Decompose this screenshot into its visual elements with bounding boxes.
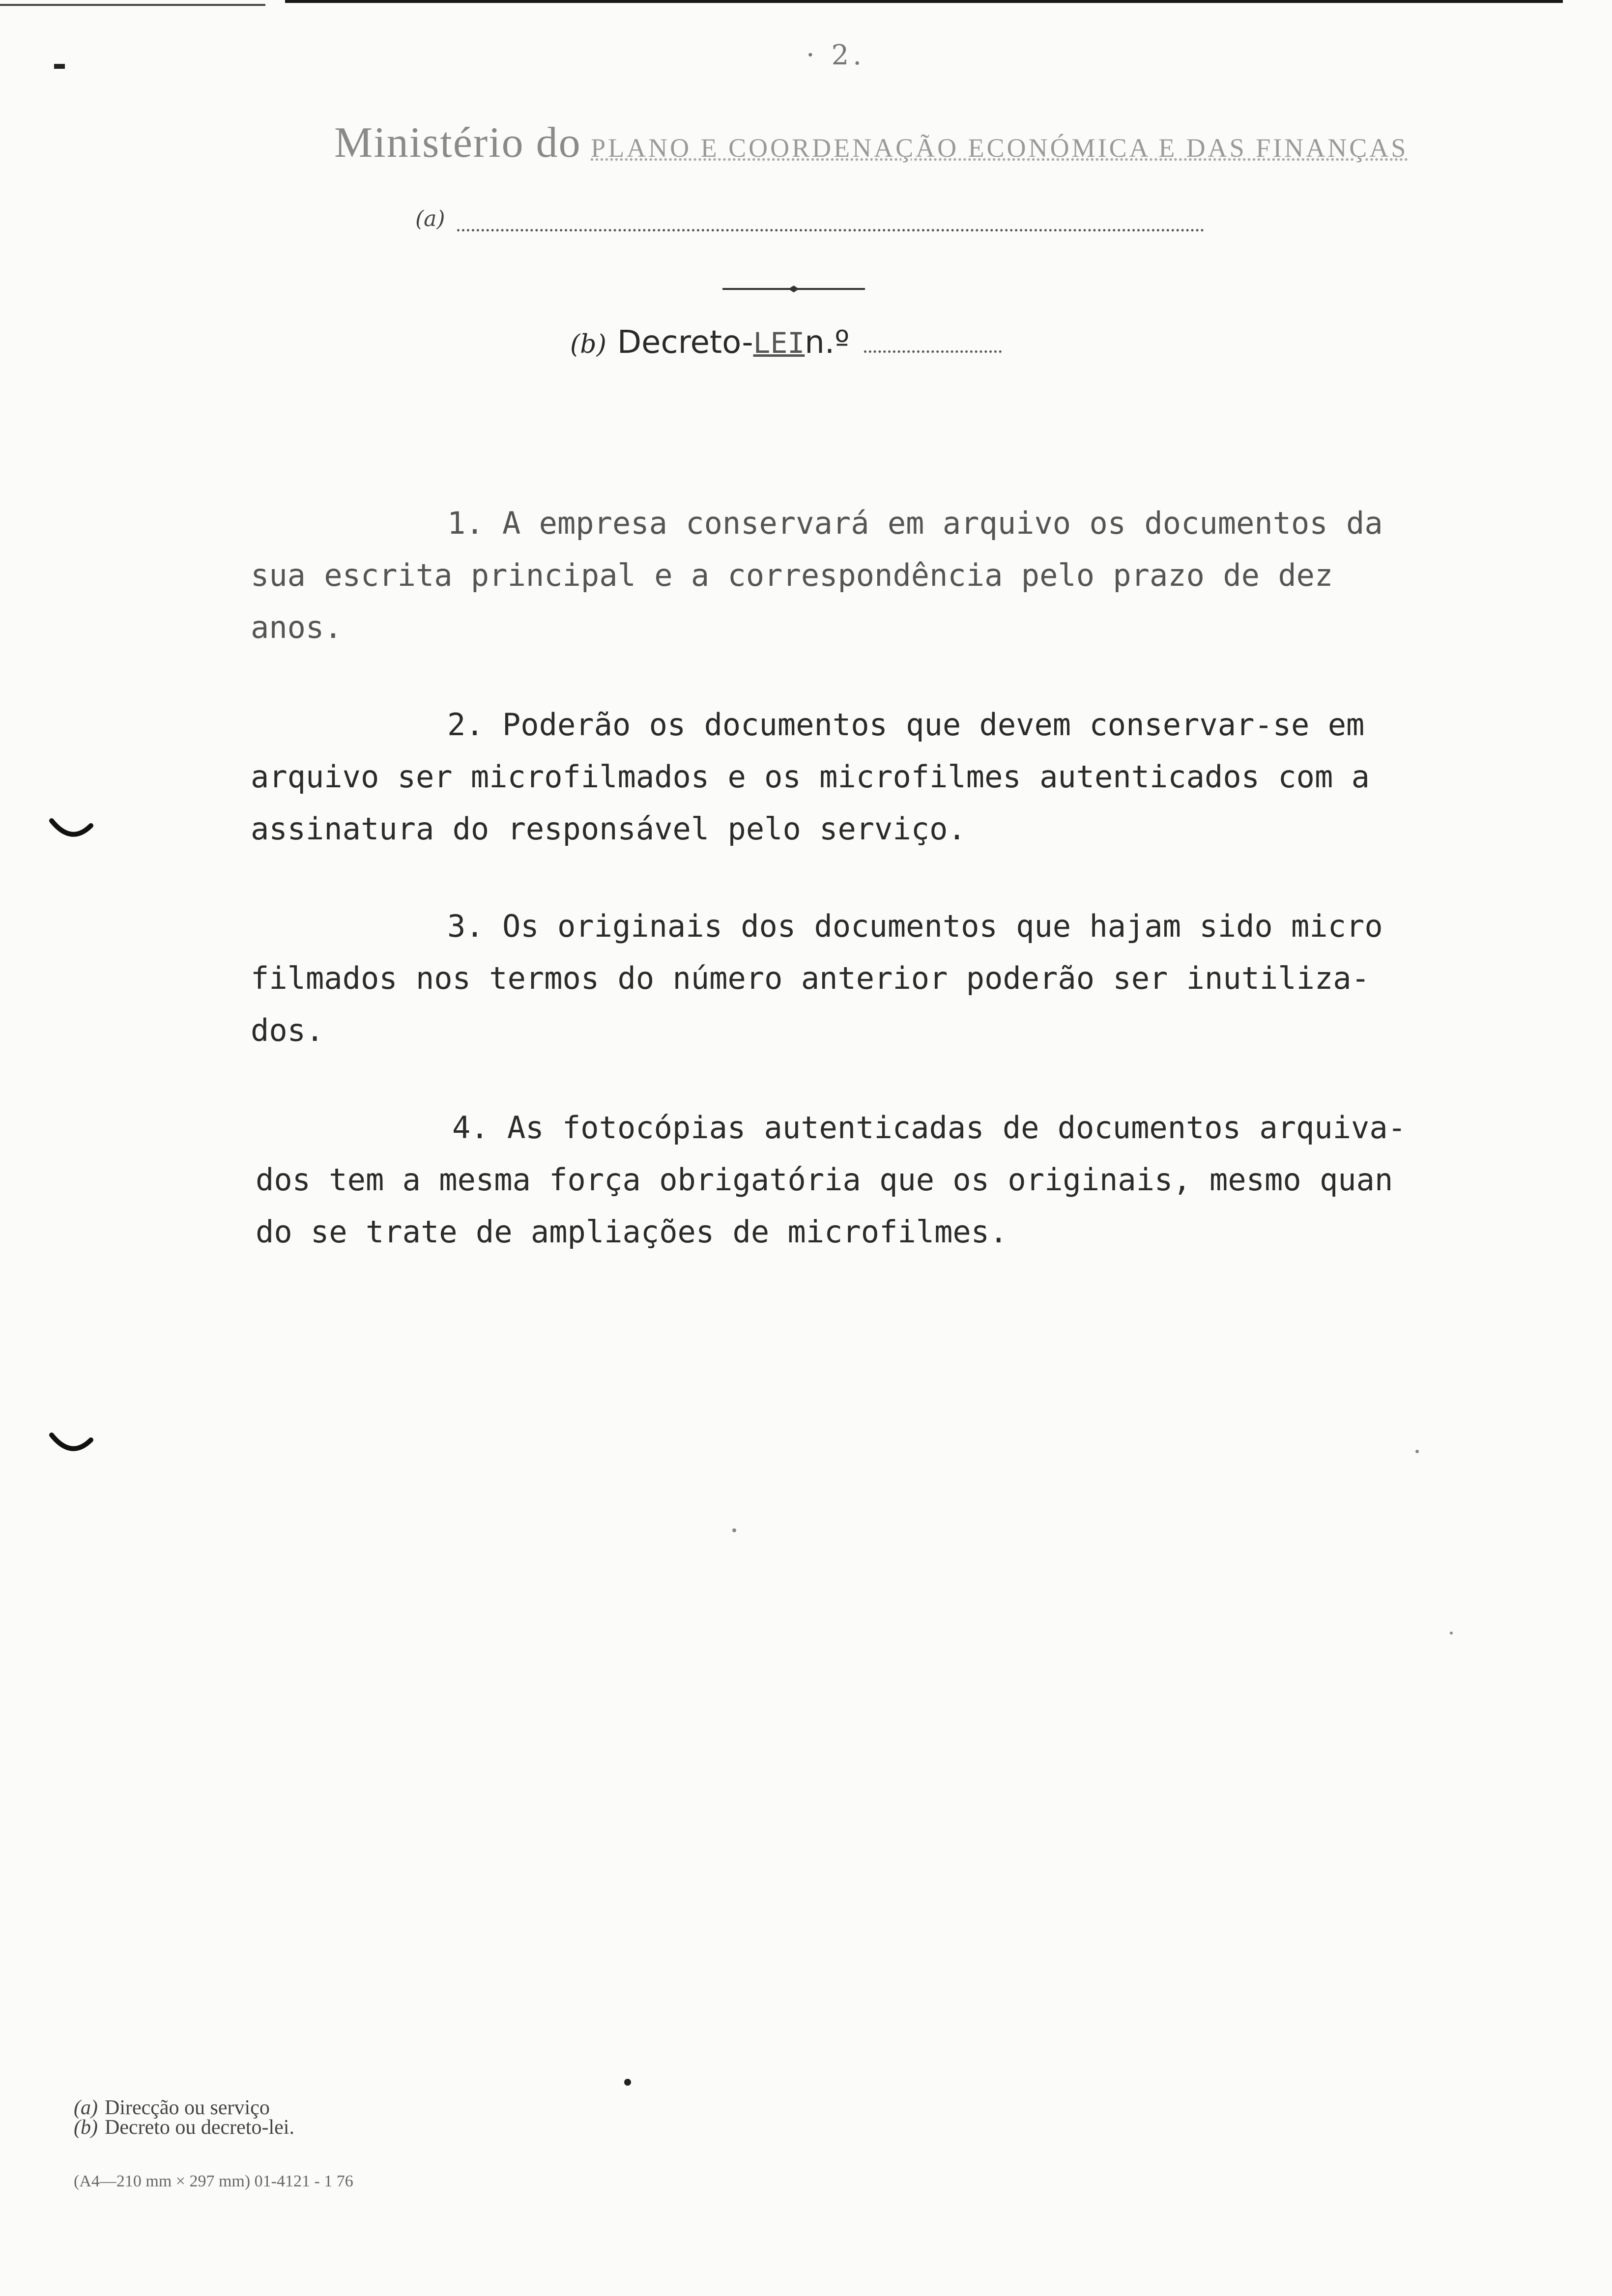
paragraph-line: dos tem a mesma força obrigatória que os originais, mesmo quan [256, 1162, 1393, 1198]
top-edge-rule [285, 0, 1563, 3]
paragraph-line: do se trate de ampliações de microfilmes. [256, 1214, 1008, 1250]
decree-number-line [570, 324, 1002, 361]
paragraph-line: anos. [251, 609, 343, 645]
decree-number-dotted-line [864, 336, 1002, 353]
direction-field-dotted-line [457, 209, 1204, 231]
paragraph-line: assinatura do responsável pelo serviço. [251, 811, 966, 847]
paragraph-line: 4. As fotocópias autenticadas de documentos arquiva- [452, 1110, 1407, 1146]
ornament-divider [722, 284, 865, 294]
decree-lei-typed: LEI [753, 326, 805, 360]
ministry-prefix: Ministério do [334, 119, 581, 167]
paragraph-1 [251, 497, 1499, 654]
direction-field [415, 206, 1204, 231]
ministry-heading [334, 118, 1538, 168]
paragraph-3 [251, 900, 1499, 1057]
ministry-name: PLANO E COORDENAÇÃO ECONÓMICA E DAS FINANÇAS [591, 133, 1409, 163]
direction-field-label: (a) [415, 206, 445, 231]
footnote-a-text: Direcção ou serviço [104, 2096, 270, 2119]
scan-speck [732, 1528, 736, 1532]
decree-number-abbr: n.º [805, 324, 850, 361]
footnote-b-text: Decreto ou decreto-lei. [104, 2116, 294, 2139]
paragraph-line: 3. Os originais dos documentos que hajam sido micro [447, 908, 1383, 944]
paragraph-2 [251, 699, 1499, 855]
paragraph-line: 2. Poderão os documentos que devem conservar-se em [447, 707, 1365, 743]
paragraph-line: 1. A empresa conservará em arquivo os documentos da [447, 505, 1383, 541]
decree-word: Decreto- [617, 324, 753, 361]
paragraph-4 [256, 1102, 1504, 1258]
page-number-mark: · 2. [806, 39, 866, 71]
decree-label: (b) [570, 330, 606, 359]
paragraph-line: sua escrita principal e a correspondência pelo prazo de dez [251, 557, 1333, 593]
paragraph-line: filmados nos termos do número anterior poderão ser inutiliza- [251, 960, 1370, 996]
paragraph-line: dos. [251, 1012, 324, 1048]
paragraph-line: arquivo ser microfilmados e os microfilmes autenticados com a [251, 759, 1370, 795]
scan-speck [1415, 1450, 1419, 1453]
punch-hole-mark [49, 816, 93, 845]
footnote-b-label: (b) [74, 2116, 98, 2139]
punch-hole-mark [49, 1430, 93, 1460]
margin-dash [54, 64, 65, 69]
footnote-a-label: (a) [74, 2096, 98, 2119]
form-code: (A4—210 mm × 297 mm) 01-4121 - 1 76 [74, 2172, 353, 2190]
footnote-b [74, 2116, 294, 2139]
scan-speck [624, 2079, 631, 2086]
scan-speck [1450, 1632, 1453, 1635]
top-edge-rule-left [0, 4, 265, 6]
